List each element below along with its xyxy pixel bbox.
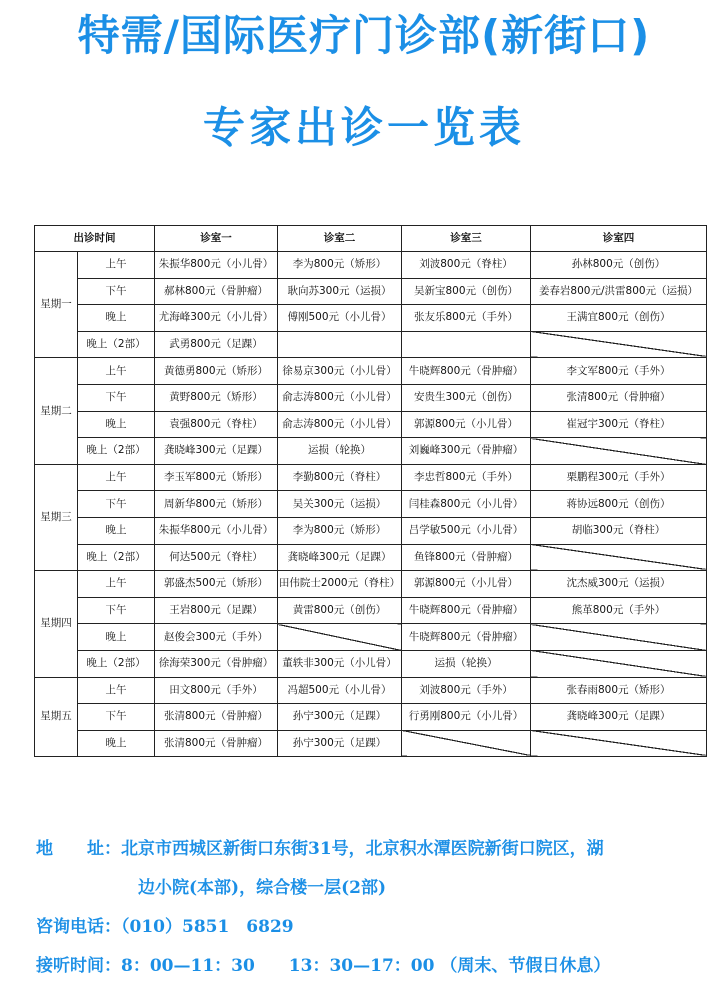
schedule-cell: 安贵生300元（创伤） [402,384,531,411]
schedule-cell: 龚晓峰300元（足踝） [531,704,707,731]
schedule-cell: 尤海峰300元（小儿骨） [155,305,278,332]
header-time: 出诊时间 [35,226,155,252]
schedule-cell: 李为800元（矫形） [278,252,402,279]
schedule-cell: 运损（轮换） [278,438,402,465]
schedule-cell: 牛晓辉800元（骨肿瘤） [402,597,531,624]
schedule-cell: 何达500元（脊柱） [155,544,278,571]
slot-label: 下午 [78,384,155,411]
schedule-cell: 郭源800元（小儿骨） [402,411,531,438]
schedule-cell: 行勇刚800元（小儿骨） [402,704,531,731]
address-text-1: 北京市西城区新街口东街31号，北京积水潭医院新街口院区，湖 [121,839,604,859]
page-title: 特需/国际医疗门诊部(新街口) [77,11,651,60]
table-row [35,411,707,438]
schedule-cell: 傅刚500元（小儿骨） [278,305,402,332]
slot-label: 晚上 [78,305,155,332]
table-row [35,252,707,279]
schedule-cell: 姜春岩800元/洪雷800元（运损） [531,278,707,305]
table-row [35,331,707,358]
day-label: 星期一 [35,252,78,358]
phone-label: 咨询电话： [36,917,121,937]
schedule-cell: 孙宁300元（足踝） [278,730,402,757]
schedule-cell: 鱼锋800元（骨肿瘤） [402,544,531,571]
table-row [35,571,707,598]
schedule-table [34,225,707,757]
schedule-cell: 王岩800元（足踝） [155,597,278,624]
slot-label: 晚上（2部） [78,438,155,465]
schedule-cell: 黄德勇800元（矫形） [155,358,278,385]
address-line-1 [36,838,604,860]
address-text-2: 边小院(本部)，综合楼一层(2部) [138,878,387,898]
schedule-cell: 田文800元（手外） [155,677,278,704]
schedule-cell: 运损（轮换） [402,650,531,677]
page-subtitle: 专家出诊一览表 [202,103,525,152]
schedule-cell: 朱振华800元（小儿骨） [155,252,278,279]
schedule-cell: 李忠哲800元（手外） [402,464,531,491]
table-row [35,597,707,624]
schedule-cell [531,438,707,465]
schedule-cell: 牛晓辉800元（骨肿瘤） [402,358,531,385]
slot-label: 下午 [78,491,155,518]
schedule-cell [531,331,707,358]
schedule-cell: 武勇800元（足踝） [155,331,278,358]
schedule-cell [278,624,402,651]
slot-label: 晚上（2部） [78,650,155,677]
slot-label: 晚上 [78,624,155,651]
slot-label: 晚上 [78,411,155,438]
schedule-cell: 袁强800元（脊柱） [155,411,278,438]
table-row [35,278,707,305]
schedule-cell: 赵俊会300元（手外） [155,624,278,651]
table-row [35,491,707,518]
day-label: 星期五 [35,677,78,757]
schedule-cell: 徐易京300元（小儿骨） [278,358,402,385]
table-row [35,384,707,411]
schedule-cell: 董轶非300元（小儿骨） [278,650,402,677]
hours-line [36,955,610,977]
day-label: 星期四 [35,571,78,677]
header-room-3: 诊室三 [402,226,531,252]
schedule-cell: 李玉军800元（矫形） [155,464,278,491]
schedule-cell: 俞志涛800元（小儿骨） [278,384,402,411]
header-room-4: 诊室四 [531,226,707,252]
schedule-cell: 沈杰威300元（运损） [531,571,707,598]
table-row [35,464,707,491]
schedule-cell [402,331,531,358]
phone-number: （010）5851 6829 [121,917,294,937]
slot-label: 上午 [78,252,155,279]
schedule-cell: 蒋协远800元（创伤） [531,491,707,518]
table-row [35,677,707,704]
day-label: 星期三 [35,464,78,570]
schedule-cell: 胡临300元（脊柱） [531,517,707,544]
schedule-cell: 黄雷800元（创伤） [278,597,402,624]
schedule-cell: 孙宁300元（足踝） [278,704,402,731]
slot-label: 上午 [78,358,155,385]
schedule-cell: 刘巍峰300元（骨肿瘤） [402,438,531,465]
schedule-cell: 龚晓峰300元（足踝） [278,544,402,571]
table-row [35,438,707,465]
schedule-cell: 吴新宝800元（创伤） [402,278,531,305]
schedule-cell: 徐海荣300元（骨肿瘤） [155,650,278,677]
schedule-cell: 郝林800元（骨肿瘤） [155,278,278,305]
schedule-cell [531,624,707,651]
schedule-cell: 冯超500元（小儿骨） [278,677,402,704]
table-row [35,358,707,385]
slot-label: 下午 [78,597,155,624]
slot-label: 晚上 [78,517,155,544]
schedule-cell [531,650,707,677]
schedule-cell: 李文军800元（手外） [531,358,707,385]
schedule-cell: 朱振华800元（小儿骨） [155,517,278,544]
table-row [35,730,707,757]
schedule-cell: 俞志涛800元（小儿骨） [278,411,402,438]
schedule-cell: 吴关300元（运损） [278,491,402,518]
hours-label: 接听时间： [36,956,121,976]
slot-label: 上午 [78,464,155,491]
schedule-cell: 栗鹏程300元（手外） [531,464,707,491]
schedule-cell [402,730,531,757]
header-room-2: 诊室二 [278,226,402,252]
schedule-cell: 李勤800元（脊柱） [278,464,402,491]
address-label: 地 址： [36,839,121,859]
table-row [35,517,707,544]
schedule-body [35,252,707,757]
schedule-cell: 崔冠宇300元（脊柱） [531,411,707,438]
schedule-cell [531,730,707,757]
schedule-cell: 刘波800元（脊柱） [402,252,531,279]
slot-label: 晚上（2部） [78,544,155,571]
schedule-cell: 耿向苏300元（运损） [278,278,402,305]
schedule-cell: 黄野800元（矫形） [155,384,278,411]
header-room-1: 诊室一 [155,226,278,252]
schedule-cell [278,331,402,358]
slot-label: 下午 [78,704,155,731]
table-header-row [35,226,707,252]
schedule-cell: 张清800元（骨肿瘤） [531,384,707,411]
slot-label: 晚上 [78,730,155,757]
schedule-cell: 周新华800元（矫形） [155,491,278,518]
day-label: 星期二 [35,358,78,464]
schedule-cell: 熊革800元（手外） [531,597,707,624]
schedule-cell: 田伟院士2000元（脊柱） [278,571,402,598]
slot-label: 下午 [78,278,155,305]
schedule-cell: 牛晓辉800元（骨肿瘤） [402,624,531,651]
schedule-cell: 郭源800元（小儿骨） [402,571,531,598]
table-row [35,704,707,731]
table-row [35,624,707,651]
table-row [35,544,707,571]
schedule-cell: 龚晓峰300元（足踝） [155,438,278,465]
schedule-cell: 孙林800元（创伤） [531,252,707,279]
schedule-cell [531,544,707,571]
schedule-cell: 张清800元（骨肿瘤） [155,704,278,731]
address-line-2 [138,877,386,899]
schedule-cell: 李为800元（矫形） [278,517,402,544]
table-row [35,650,707,677]
phone-line [36,916,294,938]
slot-label: 晚上（2部） [78,331,155,358]
schedule-cell: 郭盛杰500元（矫形） [155,571,278,598]
schedule-cell: 王满宜800元（创伤） [531,305,707,332]
hours-text: 8：00—11：30 13：30—17：00 （周末、节假日休息） [121,956,611,976]
schedule-cell: 刘波800元（手外） [402,677,531,704]
schedule-cell: 张友乐800元（手外） [402,305,531,332]
schedule-cell: 吕学敏500元（小儿骨） [402,517,531,544]
slot-label: 上午 [78,571,155,598]
schedule-cell: 张清800元（骨肿瘤） [155,730,278,757]
schedule-cell: 张春雨800元（矫形） [531,677,707,704]
schedule-cell: 闫桂森800元（小儿骨） [402,491,531,518]
table-row [35,305,707,332]
slot-label: 上午 [78,677,155,704]
